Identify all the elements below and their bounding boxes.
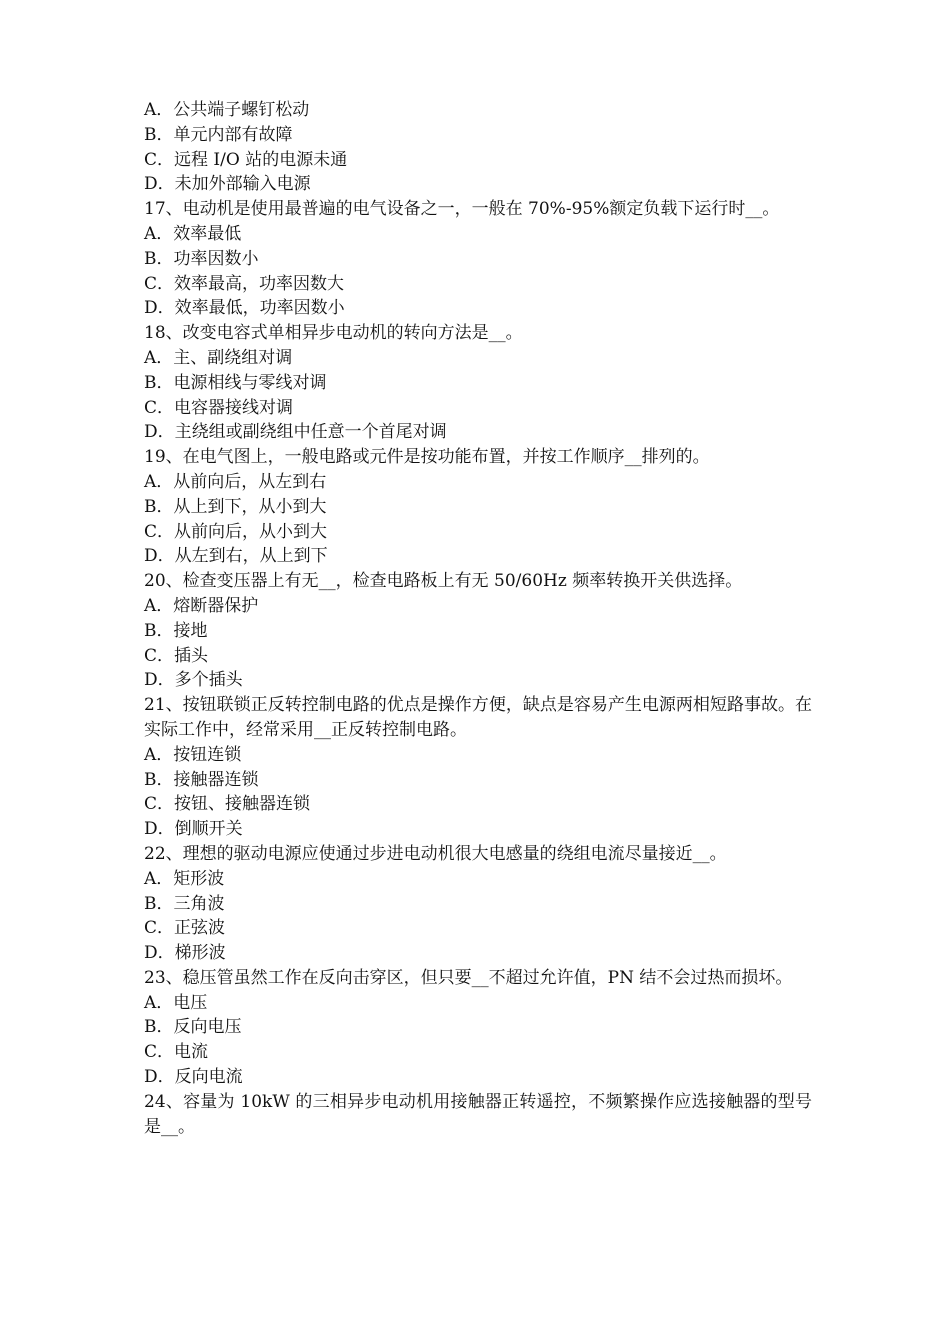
- question-19: 19、在电气图上，一般电路或元件是按功能布置，并按工作顺序__排列的。: [144, 447, 710, 468]
- option-line: C．按钮、接触器连锁: [144, 794, 311, 815]
- option-line: B．电源相线与零线对调: [144, 372, 327, 393]
- option-line: D．梯形波: [144, 943, 226, 964]
- option-line: D．主绕组或副绕组中任意一个首尾对调: [144, 422, 447, 443]
- option-line: D．反向电流: [144, 1067, 243, 1088]
- option-line: A．效率最低: [144, 223, 242, 244]
- option-line: C．电容器接线对调: [144, 397, 294, 418]
- question-20: 20、检查变压器上有无__，检查电路板上有无 50/60Hz 频率转换开关供选择。: [144, 571, 743, 592]
- option-line: B．接触器连锁: [144, 769, 259, 790]
- question-17: 17、电动机是使用最普遍的电气设备之一，一般在 70%-95%额定负载下运行时__。: [144, 199, 780, 220]
- question-24: 24、容量为 10kW 的三相异步电动机用接触器正转遥控，不频繁操作应选接触器的型号是__。: [144, 1091, 812, 1137]
- option-line: A．矩形波: [144, 868, 225, 889]
- question-18: 18、改变电容式单相异步电动机的转向方法是__。: [144, 323, 523, 344]
- question-list: [144, 98, 812, 1139]
- option-line: D．效率最低，功率因数小: [144, 298, 345, 319]
- option-line: C．电流: [144, 1042, 209, 1063]
- option-line: A．公共端子螺钉松动: [144, 100, 310, 120]
- option-line: D．未加外部输入电源: [144, 174, 311, 195]
- question-21: 21、按钮联锁正反转控制电路的优点是操作方便，缺点是容易产生电源两相短路事故。在实际工作中，经常采用__正反转控制电路。: [144, 695, 812, 740]
- option-line: B．从上到下，从小到大: [144, 496, 327, 517]
- option-line: D．从左到右，从上到下: [144, 546, 328, 567]
- question-22: 22、理想的驱动电源应使通过步进电动机很大电感量的绕组电流尽量接近__。: [144, 843, 727, 864]
- option-line: C．插头: [144, 645, 209, 666]
- option-line: B．反向电压: [144, 1017, 242, 1038]
- question-23: 23、稳压管虽然工作在反向击穿区，但只要__不超过允许值，PN 结不会过热而损坏。: [144, 967, 793, 988]
- option-line: C．从前向后，从小到大: [144, 521, 328, 542]
- option-line: C．效率最高，功率因数大: [144, 273, 345, 294]
- option-line: B．接地: [144, 620, 208, 641]
- option-line: B．三角波: [144, 893, 225, 914]
- option-line: C．远程 I/O 站的电源未通: [144, 149, 348, 170]
- option-line: B．单元内部有故障: [144, 124, 293, 145]
- option-line: A．熔断器保护: [144, 595, 259, 616]
- option-line: A．从前向后，从左到右: [144, 471, 327, 492]
- option-line: B．功率因数小: [144, 248, 259, 269]
- option-line: A．电压: [144, 992, 208, 1013]
- option-line: D．多个插头: [144, 670, 243, 691]
- option-line: D．倒顺开关: [144, 819, 243, 840]
- option-line: A．按钮连锁: [144, 744, 242, 765]
- option-line: C．正弦波: [144, 918, 226, 939]
- option-line: A．主、副绕组对调: [144, 347, 293, 368]
